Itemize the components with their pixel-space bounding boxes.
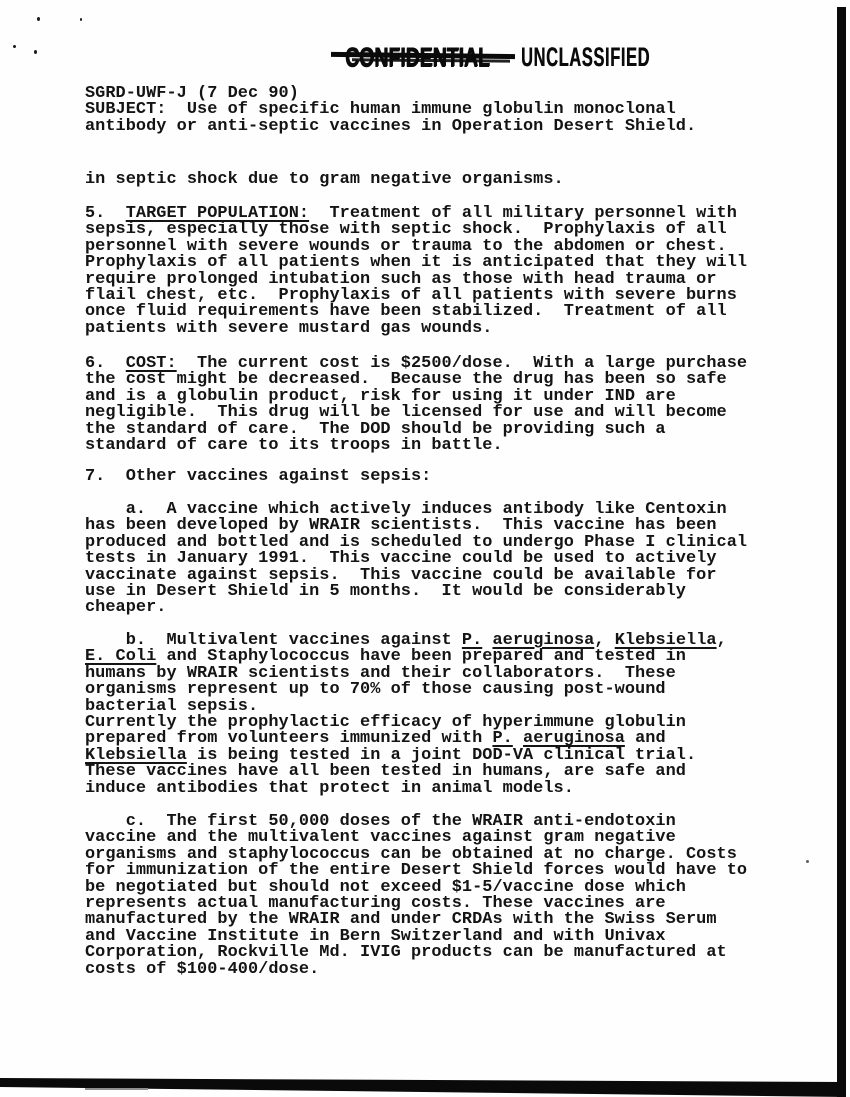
text-segment: flail chest, etc. Prophylaxis of all patients with severe burns: [85, 285, 737, 305]
text-segment: require prolonged intubation such as those with head trauma or: [85, 269, 717, 289]
text-segment: for immunization of the entire Desert Shield forces would have to: [85, 861, 748, 881]
text-segment: a. A vaccine which actively induces antibody like Centoxin: [85, 500, 727, 519]
text-segment: and Staphylococcus have been prepared and tested in: [156, 647, 686, 667]
text-segment: SUBJECT: Use of specific human immune globulin monoclonal: [85, 100, 676, 120]
text-segment: has been developed by WRAIR scientists. This vaccine has been: [85, 516, 717, 536]
noise-speck: [34, 50, 37, 54]
text-segment: 6.: [85, 354, 126, 373]
underlined-text: Klebsiella: [85, 745, 187, 765]
noise-speck: [806, 860, 809, 863]
paragraph-5-target-population: [85, 206, 747, 337]
text-segment: ,: [716, 631, 727, 650]
text-segment: induce antibodies that protect in animal models.: [85, 778, 574, 798]
text-line: [85, 435, 747, 455]
underlined-text: Klebsiella: [614, 631, 717, 650]
text-segment: and is a globulin product, risk for using it under IND are: [85, 386, 676, 406]
text-line: [85, 778, 727, 798]
text-segment: vaccine and the multivalent vaccines against gram negative: [85, 828, 676, 848]
text-segment: Treatment of all military personnel with: [309, 204, 737, 223]
underlined-text: TARGET POPULATION:: [125, 204, 310, 223]
text-line: [85, 581, 747, 601]
text-segment: the cost might be decreased. Because the drug has been so safe: [85, 370, 727, 390]
text-segment: represents actual manufacturing costs. These vaccines are: [85, 893, 666, 913]
text-segment: humans by WRAIR scientists and their collaborators. These: [85, 663, 676, 683]
text-segment: b. Multivalent vaccines against: [85, 631, 462, 650]
text-segment: antibody or anti-septic vaccines in Operation Desert Shield.: [85, 116, 697, 136]
text-segment: produced and bottled and is scheduled to undergo Phase I clinical: [85, 532, 748, 552]
text-segment: tests in January 1991. This vaccine could be used to actively: [85, 549, 717, 569]
text-segment: prepared from volunteers immunized with: [85, 729, 493, 749]
text-segment: and: [624, 729, 666, 749]
text-segment: manufactured by the WRAIR and under CRDAs with the Swiss Serum: [85, 910, 717, 930]
text-segment: Corporation, Rockville Md. IVIG products can be manufactured at: [85, 943, 727, 963]
text-segment: be negotiated but should not exceed $1-5/vaccine dose which: [85, 877, 686, 897]
paragraph-7a-centoxin-vaccine: [85, 502, 747, 617]
text-line: [85, 469, 431, 485]
text-segment: costs of $100-400/dose.: [85, 959, 320, 979]
text-segment: organisms represent up to 70% of those causing post-wound: [85, 680, 666, 700]
text-segment: in septic shock due to gram negative organisms.: [85, 170, 564, 189]
underlined-text: P.: [461, 631, 483, 650]
noise-speck: [37, 17, 40, 21]
memo-reference-header: [85, 86, 696, 135]
text-segment: cheaper.: [85, 598, 167, 618]
text-segment: 5.: [85, 204, 126, 223]
text-line: [85, 959, 747, 979]
text-segment: ,: [594, 631, 615, 650]
text-line: [85, 172, 564, 188]
underlined-text: E. Coli: [85, 647, 157, 667]
text-segment: personnel with severe wounds or trauma to the abdomen or chest.: [85, 236, 727, 256]
paragraph-7b-multivalent-vaccines: [85, 633, 727, 797]
paragraph-7-other-vaccines: [85, 469, 431, 485]
text-segment: use in Desert Shield in 5 months. It would be considerably: [85, 581, 686, 601]
text-segment: once fluid requirements have been stabilized. Treatment of all: [85, 302, 727, 322]
text-segment: 7. Other vaccines against sepsis:: [85, 467, 432, 486]
paragraph-6-cost: [85, 356, 747, 454]
text-segment: standard of care to its troops in battle.: [85, 435, 503, 455]
text-segment: The current cost is $2500/dose. With a large purchase: [176, 354, 748, 373]
text-segment: and Vaccine Institute in Bern Switzerland and with Univax: [85, 926, 666, 946]
noise-speck: [80, 18, 82, 21]
scan-smudge: [85, 1088, 148, 1090]
continuation-text: [85, 172, 564, 188]
text-segment: sepsis, especially those with septic shock. Prophylaxis of all: [85, 220, 727, 240]
text-segment: Prophylaxis of all patients when it is anticipated that they will: [85, 253, 748, 273]
unclassified-stamp: UNCLASSIFIED: [521, 42, 651, 72]
underlined-text: aeruginosa: [523, 729, 625, 749]
text-segment: Currently the prophylactic efficacy of hyperimmune globulin: [85, 712, 686, 732]
text-segment: patients with severe mustard gas wounds.: [85, 318, 493, 338]
text-line: [85, 116, 697, 136]
text-segment: SGRD-UWF-J (7 Dec 90): [85, 84, 299, 103]
text-segment: c. The first 50,000 doses of the WRAIR anti-endotoxin: [85, 812, 676, 831]
text-segment: bacterial sepsis.: [85, 696, 259, 716]
text-segment: organisms and staphylococcus can be obtained at no charge. Costs: [85, 844, 737, 864]
text-segment: the standard of care. The DOD should be providing such a: [85, 419, 666, 439]
underlined-text: COST:: [125, 354, 177, 373]
underlined-text: P.: [492, 729, 513, 749]
text-segment: is being tested in a joint DOD-VA clinical trial.: [186, 745, 697, 765]
paragraph-7c-doses-costs: [85, 814, 747, 978]
text-line: [85, 318, 747, 338]
scan-edge-right: [837, 7, 846, 1097]
noise-speck: [13, 45, 16, 48]
text-segment: negligible. This drug will be licensed for use and will become: [85, 403, 727, 423]
text-segment: vaccinate against sepsis. This vaccine could be available for: [85, 565, 717, 585]
underlined-text: aeruginosa: [492, 631, 595, 650]
text-line: [85, 600, 747, 616]
text-segment: These vaccines have all been tested in humans, are safe and: [85, 762, 686, 782]
